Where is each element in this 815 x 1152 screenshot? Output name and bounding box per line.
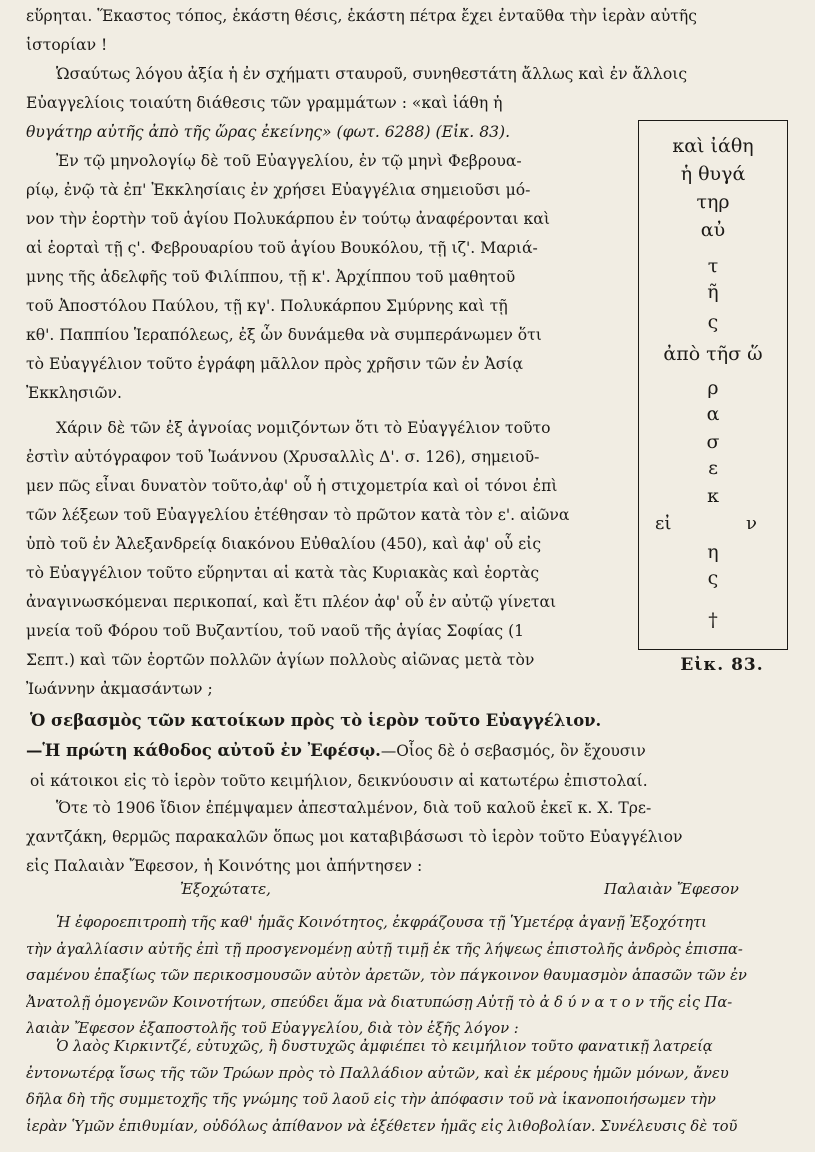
text-line: Ἰωάννην ἀκμασάντων ; [26, 680, 213, 698]
figure-line: καὶ ἰάθη [672, 135, 754, 157]
text-line: λαιὰν Ἔφεσον ἐξαποστολῆς τοῦ Εὐαγγελίου, διὰ τὸν ἑξῆς λόγον : [26, 1020, 519, 1037]
text-line: ἐστὶν αὐτόγραφον τοῦ Ἰωάννου (Χρυσαλλὶς Δ'. σ. 126), σημειοῦ- [26, 448, 540, 466]
text-line: νον τὴν ἑορτὴν τοῦ ἁγίου Πολυκάρπου ἐν τούτῳ ἀναφέρονται καὶ [26, 210, 550, 228]
paragraph-menologio [26, 147, 626, 408]
heading-line: οἱ κάτοικοι εἰς τὸ ἱερὸν τοῦτο κειμήλιον, δεικνύουσιν αἱ κατωτέρω ἐπιστολαί. [30, 772, 648, 790]
text-line: χαντζάκη, θερμῶς παρακαλῶν ὅπως μοι καταβιβάσωσι τὸ ἱερὸν τοῦτο Εὐαγγέλιον [26, 828, 683, 846]
letter-place: Παλαιὰν Ἔφεσον [604, 880, 739, 898]
text-line: Ἀνατολῇ ὁμογενῶν Κοινοτήτων, σπεύδει ἅμα νὰ διατυπώσῃ Αὐτῇ τὸ ἀ δ ύ ν α τ ο ν τῆς εἰς Πα- [26, 993, 733, 1011]
text-line: αἱ ἑορταὶ τῇ ς'. Φεβρουαρίου τοῦ ἁγίου Βουκόλου, τῇ ιζ'. Μαριά- [26, 239, 538, 257]
text-line: ἐντονωτέρᾳ ἴσως τῆς τῶν Τρώων πρὸς τὸ Παλλάδιον αὐτῶν, καὶ ἐκ μέρους ἡμῶν μόνων, ἄνευ [26, 1064, 729, 1082]
text-line: κθ'. Παππίου Ἱεραπόλεως, ἐξ ὧν δυνάμεθα νὰ συμπεράνωμεν ὅτι [26, 326, 542, 344]
text-line: Ἐκκλησιῶν. [26, 384, 122, 402]
top-paragraph [26, 2, 786, 60]
text-line: τὴν ἀγαλλίασιν αὐτῆς ἐπὶ τῇ προσγενομένῃ αὐτῇ τιμῇ ἐκ τῆς λήψεως ἐπιστολῆς ἀνδρὸς ἐπισπα- [26, 940, 743, 958]
text-line: σαμένου ἐπαξίως τῶν περικοσμουσῶν αὐτὸν ἀρετῶν, τὸν πάγκοινον θαυμασμὸν ἁπασῶν τῶν ἐν [26, 967, 747, 984]
text-line: τὸ Εὐαγγέλιον τοῦτο εὕρηνται αἱ κατὰ τὰς Κυριακὰς καὶ ἑορτὰς [26, 564, 540, 582]
section-heading [26, 706, 796, 796]
figure-line: ἡ θυγά [680, 163, 746, 185]
figure-line: αὐ [700, 219, 726, 241]
figure-line: κ [707, 485, 719, 507]
text-line: θυγάτηρ αὐτῆς ἀπὸ τῆς ὥρας ἐκείνης» (φωτ. 6288) (Εἰκ. 83). [26, 123, 511, 141]
text-line: ἱερὰν Ὑμῶν ἐπιθυμίαν, οὐδόλως ἀπίθανον νὰ ἐξέθετεν ἡμᾶς εἰς λιθοβολίαν. Συνέλευσις δὲ τοῦ [26, 1117, 738, 1135]
figure-line: η [707, 541, 719, 563]
figure-line: ρ [707, 377, 719, 399]
figure-caption: Εἰκ. 83. [680, 655, 764, 675]
figure-cross-symbol: † [708, 609, 718, 631]
heading-normal-part: —Οἷος δὲ ὁ σεβασμός, ὃν ἔχουσιν [380, 742, 646, 760]
text-line: εἰς Παλαιὰν Ἔφεσον, ἡ Κοινότης μοι ἀπήντησεν : [26, 857, 423, 875]
text-line: μνης τῆς ἀδελφῆς τοῦ Φιλίππου, τῇ κ'. Ἀρχίππου τοῦ μαθητοῦ [26, 268, 516, 286]
text-line: Ἡ ἐφοροεπιτροπὴ τῆς καθ' ἡμᾶς Κοινότητος, ἐκφράζουσα τῇ Ὑμετέρᾳ ἀγανῇ Ἐξοχότητι [56, 914, 707, 931]
paragraph-charin [26, 414, 626, 704]
figure-line: ς [707, 311, 719, 333]
heading-line [26, 736, 796, 766]
letter-paragraph-1 [26, 910, 796, 1043]
text-line: ἀναγινωσκόμεναι περικοπαί, καὶ ἔτι πλέον ἀφ' οὗ ἐν αὐτῷ γίνεται [26, 593, 557, 611]
text-line: τὸ Εὐαγγέλιον τοῦτο ἐγράφη μᾶλλον πρὸς χρῆσιν τῶν ἐν Ἀσίᾳ [26, 355, 524, 373]
text-line: εὕρηται. Ἕκαστος τόπος, ἑκάστη θέσις, ἑκάστη πέτρα ἔχει ἐνταῦθα τὴν ἱερὰν αὐτῆς [26, 7, 697, 25]
text-line: Χάριν δὲ τῶν ἐξ ἀγνοίας νομιζόντων ὅτι τὸ Εὐαγγέλιον τοῦτο [56, 419, 551, 437]
text-line: ρίῳ, ἐνῷ τὰ ἐπ' Ἐκκλησίαις ἐν χρήσει Εὐαγγέλια σημειοῦσι μό- [26, 181, 531, 199]
figure-line: τ [707, 255, 719, 277]
text-line: τοῦ Ἀποστόλου Παύλου, τῇ κγ'. Πολυκάρπου Σμύρνης καὶ τῇ [26, 297, 508, 315]
letter-paragraph-2 [26, 1034, 796, 1140]
figure-line: ς [707, 567, 719, 589]
figure-line: ἀπὸ τῆσ ὥ [663, 343, 763, 365]
text-line: μεν πῶς εἶναι δυνατὸν τοῦτο,ἀφ' οὗ ἡ στιχομετρία καὶ οἱ τόνοι ἐπὶ [26, 477, 558, 495]
text-line: τῶν λέξεων τοῦ Εὐαγγελίου ἐτέθησαν τὸ πρῶτον κατὰ τὸν ε'. αἰῶνα [26, 506, 570, 524]
text-line: Ὁ λαὸς Κιρκιντζέ, εὐτυχῶς, ἢ δυστυχῶς ἀμφιέπει τὸ κειμήλιον τοῦτο φανατικῇ λατρείᾳ [56, 1038, 713, 1055]
text-line: δῆλα δὴ τῆς συμμετοχῆς τῆς γνώμης τοῦ λαοῦ εἰς τὴν ἀπόφασιν τοῦ νὰ ἱκανοποιήσωμεν τὴν [26, 1091, 716, 1108]
text-line: Εὐαγγελίοις τοιαύτη διάθεσις τῶν γραμμάτων : «καὶ ἰάθη ἡ [26, 94, 503, 112]
text-line: ὑπὸ τοῦ ἐν Ἀλεξανδρείᾳ διακόνου Εὐθαλίου (450), καὶ ἀφ' οὗ εἰς [26, 535, 542, 553]
text-line: Ἐν τῷ μηνολογίῳ δὲ τοῦ Εὐαγγελίου, ἐν τῷ μηνὶ Φεβρουα- [56, 152, 522, 170]
heading-bold-part: —Ἡ πρώτη κάθοδος αὐτοῦ ἐν Ἐφέσῳ. [26, 741, 381, 760]
figure-line: ῆ [707, 281, 719, 303]
paragraph-ote [26, 794, 796, 881]
figure-right-mark: ν [746, 513, 757, 534]
figure-line: τηρ [696, 191, 730, 213]
text-line: ἱστορίαν ! [26, 36, 108, 54]
text-line: Σεπτ.) καὶ τῶν ἑορτῶν πολλῶν ἁγίων πολλοὺς αἰῶνας μετὰ τὸν [26, 651, 535, 669]
paragraph-osautos [26, 60, 796, 89]
heading-line: Ὁ σεβασμὸς τῶν κατοίκων πρὸς τὸ ἱερὸν τοῦτο Εὐαγγέλιον. [30, 711, 602, 730]
figure-83-cross-text [638, 120, 788, 650]
paragraph-osautos-cont [26, 89, 626, 147]
letter-salutation: Ἐξοχώτατε, [180, 880, 271, 898]
figure-line: ε [708, 457, 718, 479]
text-line: Ὡσαύτως λόγου ἀξία ἡ ἐν σχήματι σταυροῦ, συνηθεστάτη ἄλλως καὶ ἐν ἄλλοις [56, 65, 688, 83]
text-line: Ὅτε τὸ 1906 ἴδιον ἐπέμψαμεν ἀπεσταλμένον, διὰ τοῦ καλοῦ ἐκεῖ κ. Χ. Τρε- [56, 799, 652, 817]
text-line: μνεία τοῦ Φόρου τοῦ Βυζαντίου, τοῦ ναοῦ τῆς ἁγίας Σοφίας (1 [26, 622, 525, 640]
figure-line: σ [706, 431, 720, 453]
figure-line: α [706, 403, 720, 425]
figure-left-mark: εἰ [655, 513, 672, 534]
